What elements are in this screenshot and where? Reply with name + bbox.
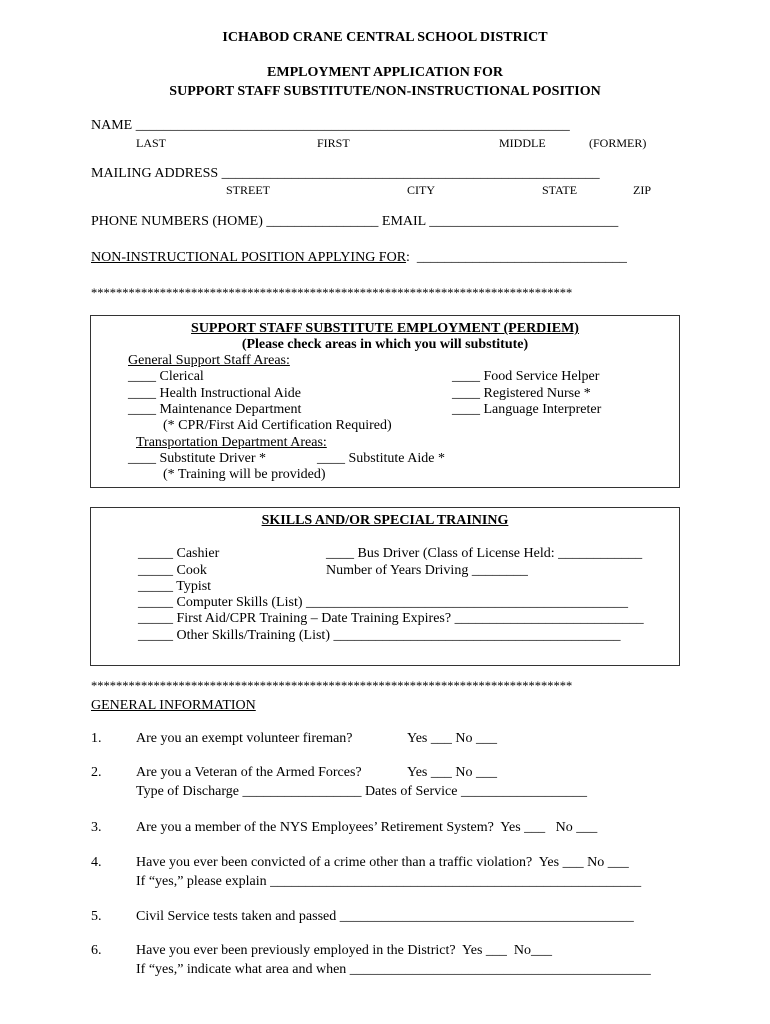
other-skills-field[interactable]: _____ Other Skills/Training (List) _________________________________________: [138, 628, 621, 643]
question-previous-employment[interactable]: Have you ever been previously employed in the District? Yes ___ No___: [136, 943, 553, 958]
question-fireman: Are you an exempt volunteer fireman?: [136, 731, 353, 746]
skills-section-title: SKILLS AND/OR SPECIAL TRAINING: [261, 513, 509, 528]
discharge-service-fields[interactable]: Type of Discharge _________________ Dates of Service __________________: [136, 784, 587, 799]
question-number: 2.: [91, 765, 102, 780]
checkbox-substitute-aide[interactable]: ____ Substitute Aide *: [317, 451, 445, 466]
question-veteran: Are you a Veteran of the Armed Forces?: [136, 765, 362, 780]
checkbox-food-helper[interactable]: ____ Food Service Helper: [452, 369, 600, 384]
substitute-section-subtitle: (Please check areas in which you will substitute): [241, 337, 529, 352]
conviction-explain-field[interactable]: If “yes,” please explain _____________________________________________________: [136, 874, 642, 889]
district-title: ICHABOD CRANE CENTRAL SCHOOL DISTRICT: [222, 30, 548, 45]
checkbox-health-aide[interactable]: ____ Health Instructional Aide: [128, 386, 302, 401]
transport-areas-heading: Transportation Department Areas:: [136, 435, 327, 450]
question-number: 3.: [91, 820, 102, 835]
previous-employment-field[interactable]: If “yes,” indicate what area and when ___________________________________________: [136, 962, 651, 977]
address-sub-city: CITY: [407, 183, 435, 197]
name-field[interactable]: NAME ______________________________________________________________: [91, 118, 570, 133]
form-title-line2: SUPPORT STAFF SUBSTITUTE/NON-INSTRUCTIONAL POSITION: [169, 84, 601, 99]
training-note: (* Training will be provided): [163, 467, 326, 482]
question-retirement-system[interactable]: Are you a member of the NYS Employees’ Retirement System? Yes ___ No ___: [136, 820, 598, 835]
mailing-address-field[interactable]: MAILING ADDRESS ______________________________________________________: [91, 166, 600, 181]
question-number: 6.: [91, 943, 102, 958]
checkbox-cashier[interactable]: _____ Cashier: [138, 546, 220, 561]
name-sub-last: LAST: [136, 136, 166, 150]
checkbox-language-interpreter[interactable]: ____ Language Interpreter: [452, 402, 602, 417]
checkbox-maintenance[interactable]: ____ Maintenance Department: [128, 402, 302, 417]
star-divider: *****************************************************************************: [91, 679, 573, 693]
civil-service-tests-field[interactable]: Civil Service tests taken and passed __________________________________________: [136, 909, 634, 924]
answer-veteran[interactable]: Yes ___ No ___: [407, 765, 497, 780]
name-sub-middle: MIDDLE: [499, 136, 546, 150]
address-sub-zip: ZIP: [633, 183, 651, 197]
question-number: 4.: [91, 855, 102, 870]
general-areas-heading: General Support Staff Areas:: [128, 353, 290, 368]
name-sub-former: (FORMER): [589, 136, 647, 150]
position-applying-field[interactable]: [91, 251, 627, 265]
checkbox-typist[interactable]: _____ Typist: [138, 579, 212, 594]
address-sub-street: STREET: [226, 183, 270, 197]
star-divider: *****************************************************************************: [91, 286, 573, 300]
question-number: 1.: [91, 731, 102, 746]
question-conviction[interactable]: Have you ever been convicted of a crime other than a traffic violation? Yes ___ No ___: [136, 855, 629, 870]
checkbox-substitute-driver[interactable]: ____ Substitute Driver *: [128, 451, 267, 466]
computer-skills-field[interactable]: _____ Computer Skills (List) ______________________________________________: [138, 595, 628, 610]
address-sub-state: STATE: [542, 183, 578, 197]
position-line: : ______________________________: [406, 250, 627, 265]
checkbox-cook[interactable]: _____ Cook: [138, 563, 207, 578]
checkbox-registered-nurse[interactable]: ____ Registered Nurse *: [452, 386, 591, 401]
cpr-note: (* CPR/First Aid Certification Required): [163, 418, 392, 433]
general-info-heading: GENERAL INFORMATION: [91, 698, 256, 713]
name-sub-first: FIRST: [317, 136, 350, 150]
first-aid-cpr-field[interactable]: _____ First Aid/CPR Training – Date Training Expires? ___________________________: [138, 611, 644, 626]
position-label: NON-INSTRUCTIONAL POSITION APPLYING FOR: [91, 250, 407, 265]
question-number: 5.: [91, 909, 102, 924]
checkbox-bus-driver[interactable]: ____ Bus Driver (Class of License Held: ____________: [326, 546, 643, 561]
phone-email-field[interactable]: PHONE NUMBERS (HOME) ________________ EMAIL ___________________________: [91, 214, 619, 229]
checkbox-clerical[interactable]: ____ Clerical: [128, 369, 204, 384]
answer-fireman[interactable]: Yes ___ No ___: [407, 731, 497, 746]
years-driving-field[interactable]: Number of Years Driving ________: [326, 563, 528, 578]
substitute-section-title: SUPPORT STAFF SUBSTITUTE EMPLOYMENT (PERDIEM): [191, 321, 579, 336]
form-title-line1: EMPLOYMENT APPLICATION FOR: [267, 65, 503, 80]
